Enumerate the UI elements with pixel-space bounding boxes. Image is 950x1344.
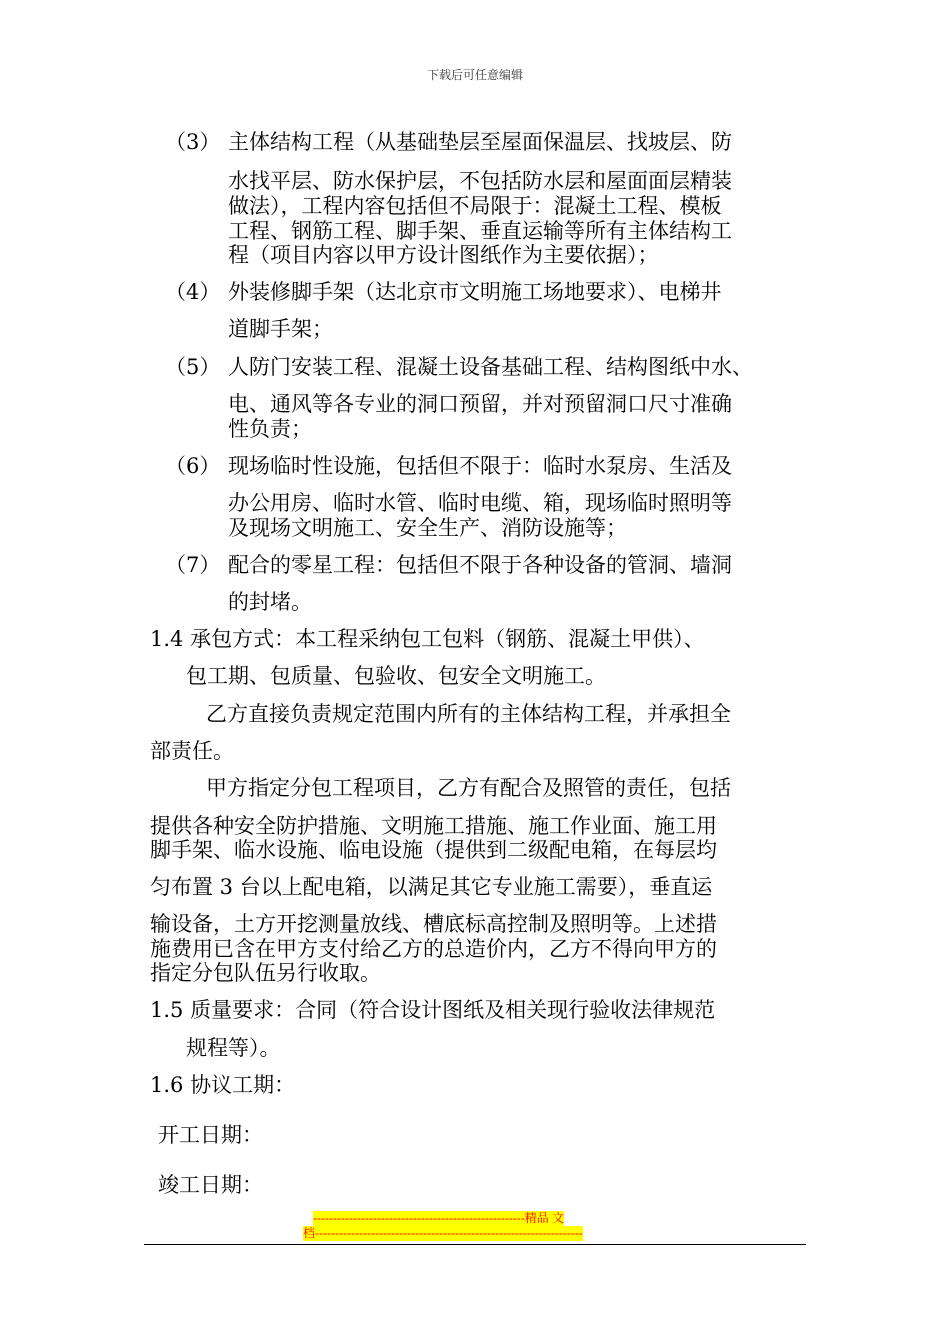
section-1-5-heading: 1.5 质量要求：合同（符合设计图纸及相关现行验收法律规范: [150, 998, 716, 1022]
item-text-line: 人防门安装工程、混凝土设备基础工程、结构图纸中水、: [228, 355, 753, 379]
item-text-line: 及现场文明施工、安全生产、消防设施等；: [228, 516, 627, 540]
paragraph-line: 输设备，土方开挖测量放线、槽底标高控制及照明等。上述措: [150, 912, 717, 936]
paragraph-line: 甲方指定分包工程项目，乙方有配合及照管的责任，包括: [206, 776, 731, 800]
item-number: （4）: [165, 280, 221, 304]
item-text-line: 外装修脚手架（达北京市文明施工场地要求）、电梯井: [228, 280, 722, 304]
paragraph-line: 脚手架、临水设施、临电设施（提供到二级配电箱，在每层均: [150, 838, 717, 862]
item-text-line: 水找平层、防水保护层，不包括防水层和屋面面层精装: [228, 169, 732, 193]
item-number: （7）: [165, 553, 221, 577]
item-text-line: 办公用房、临时水管、临时电缆、箱，现场临时照明等: [228, 491, 732, 515]
section-1-5-continuation: 规程等）。: [186, 1036, 281, 1060]
item-text-line: 性负责；: [228, 417, 312, 441]
paragraph-line: 施费用已含在甲方支付给乙方的总造价内，乙方不得向甲方的: [150, 937, 717, 961]
paragraph-line: 匀布置 3 台以上配电箱，以满足其它专业施工需要），垂直运: [150, 875, 713, 899]
item-text-line: 做法），工程内容包括但不局限于：混凝土工程、模板: [228, 194, 722, 218]
item-number: （3）: [165, 130, 221, 154]
item-text-line: 程（项目内容以甲方设计图纸作为主要依据）；: [228, 243, 659, 267]
page-bottom-rule: [144, 1244, 806, 1245]
item-text-line: 工程、钢筋工程、脚手架、垂直运输等所有主体结构工: [228, 219, 732, 243]
end-date-label: 竣工日期：: [158, 1173, 263, 1197]
paragraph-line: 部责任。: [150, 739, 234, 763]
section-1-6-heading: 1.6 协议工期：: [150, 1073, 296, 1097]
item-number: （6）: [165, 454, 221, 478]
item-text-line: 道脚手架；: [228, 317, 333, 341]
item-number: （5）: [165, 355, 221, 379]
footer-watermark-line: 档-------------------------------------------------------------------: [303, 1226, 583, 1240]
item-text-line: 配合的零星工程：包括但不限于各种设备的管洞、墙洞: [228, 553, 732, 577]
item-text-line: 电、通风等各专业的洞口预留，并对预留洞口尺寸准确: [228, 392, 732, 416]
paragraph-line: 指定分包队伍另行收取。: [150, 961, 381, 985]
start-date-label: 开工日期：: [158, 1123, 263, 1147]
item-text-line: 主体结构工程（从基础垫层至屋面保温层、找坡层、防: [228, 130, 732, 154]
item-text-line: 的封堵。: [228, 590, 312, 614]
section-1-4-heading: 1.4 承包方式：本工程采纳包工包料（钢筋、混凝土甲供）、: [150, 627, 705, 651]
paragraph-line: 提供各种安全防护措施、文明施工措施、施工作业面、施工用: [150, 814, 717, 838]
item-text-line: 现场临时性设施，包括但不限于：临时水泵房、生活及: [228, 454, 732, 478]
footer-watermark-line: -----------------------------------------------------精品 文: [313, 1211, 565, 1225]
section-1-4-continuation: 包工期、包质量、包验收、包安全文明施工。: [186, 664, 606, 688]
header-note: 下载后可任意编辑: [426, 68, 523, 82]
paragraph-line: 乙方直接负责规定范围内所有的主体结构工程，并承担全: [206, 702, 731, 726]
